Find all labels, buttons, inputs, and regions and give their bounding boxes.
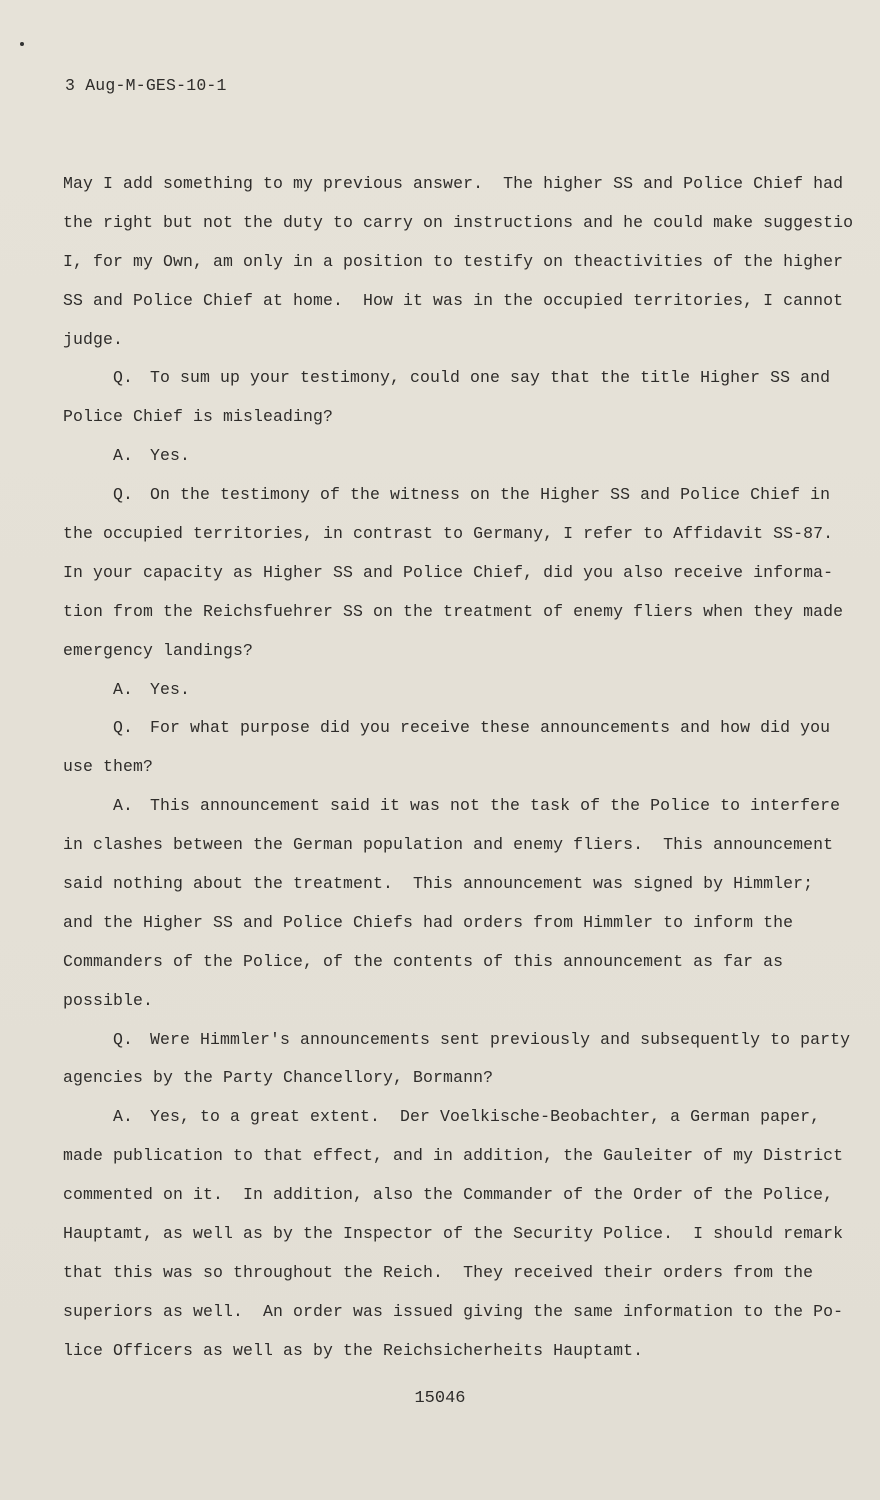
line-text: and the Higher SS and Police Chiefs had orders from Himmler to inform the bbox=[63, 912, 794, 932]
line-text: To sum up your testimony, could one say that the title Higher SS and bbox=[150, 368, 831, 388]
line-text: judge. bbox=[63, 329, 124, 349]
line-text: For what purpose did you receive these announcements and how did you bbox=[150, 718, 831, 738]
qa-label: A. bbox=[113, 796, 134, 816]
qa-label: A. bbox=[113, 679, 134, 699]
line-text: Hauptamt, as well as by the Inspector of the Security Police. I should remark bbox=[63, 1224, 844, 1244]
text-line bbox=[63, 826, 863, 865]
text-line bbox=[63, 1176, 863, 1215]
line-text: in clashes between the German population and enemy fliers. This announcement bbox=[63, 835, 834, 855]
text-line bbox=[63, 1021, 863, 1060]
text-line bbox=[63, 398, 863, 437]
text-line bbox=[63, 1098, 863, 1137]
text-line bbox=[63, 282, 863, 321]
text-line bbox=[63, 321, 863, 360]
text-line bbox=[63, 904, 863, 943]
text-line bbox=[63, 243, 863, 282]
text-line bbox=[63, 476, 863, 515]
line-text: SS and Police Chief at home. How it was in the occupied territories, I cannot bbox=[63, 290, 844, 310]
document-body bbox=[63, 165, 863, 1371]
line-text: use them? bbox=[63, 757, 154, 777]
text-line bbox=[63, 359, 863, 398]
qa-label: Q. bbox=[113, 1029, 134, 1049]
text-line bbox=[63, 1332, 863, 1371]
margin-mark bbox=[20, 42, 24, 46]
line-text: the right but not the duty to carry on instructions and he could make suggestio bbox=[63, 212, 854, 232]
line-text: made publication to that effect, and in addition, the Gauleiter of my District bbox=[63, 1146, 844, 1166]
text-line bbox=[63, 1215, 863, 1254]
text-line bbox=[63, 165, 863, 204]
line-text: emergency landings? bbox=[63, 640, 254, 660]
text-line bbox=[63, 1254, 863, 1293]
line-text: This announcement said it was not the task of the Police to interfere bbox=[150, 796, 841, 816]
document-reference: 3 Aug-M-GES-10-1 bbox=[65, 76, 227, 95]
line-text: In your capacity as Higher SS and Police Chief, did you also receive informa- bbox=[63, 562, 834, 582]
line-text: Yes, to a great extent. Der Voelkische-Beobachter, a German paper, bbox=[150, 1107, 821, 1127]
text-line bbox=[63, 671, 863, 710]
text-line bbox=[63, 593, 863, 632]
qa-label: Q. bbox=[113, 368, 134, 388]
text-line bbox=[63, 1137, 863, 1176]
page-number: 15046 bbox=[414, 1389, 466, 1408]
line-text: Yes. bbox=[150, 679, 191, 699]
text-line bbox=[63, 554, 863, 593]
line-text: Yes. bbox=[150, 446, 191, 466]
qa-label: Q. bbox=[113, 485, 134, 505]
qa-label: A. bbox=[113, 446, 134, 466]
text-line bbox=[63, 1059, 863, 1098]
line-text: the occupied territories, in contrast to Germany, I refer to Affidavit SS-87. bbox=[63, 524, 834, 544]
line-text: said nothing about the treatment. This announcement was signed by Himmler; bbox=[63, 874, 814, 894]
line-text: Were Himmler's announcements sent previously and subsequently to party bbox=[150, 1029, 851, 1049]
line-text: possible. bbox=[63, 990, 154, 1010]
line-text: superiors as well. An order was issued giving the same information to the Po- bbox=[63, 1301, 844, 1321]
qa-label: A. bbox=[113, 1107, 134, 1127]
text-line bbox=[63, 865, 863, 904]
line-text: On the testimony of the witness on the Higher SS and Police Chief in bbox=[150, 485, 831, 505]
line-text: agencies by the Party Chancellory, Bormann? bbox=[63, 1068, 494, 1088]
text-line bbox=[63, 515, 863, 554]
text-line bbox=[63, 437, 863, 476]
text-line bbox=[63, 943, 863, 982]
text-line bbox=[63, 1293, 863, 1332]
line-text: that this was so throughout the Reich. They received their orders from the bbox=[63, 1262, 814, 1282]
line-text: May I add something to my previous answer. The higher SS and Police Chief had bbox=[63, 174, 844, 193]
text-line bbox=[63, 787, 863, 826]
line-text: tion from the Reichsfuehrer SS on the treatment of enemy fliers when they made bbox=[63, 601, 844, 621]
line-text: commented on it. In addition, also the Commander of the Order of the Police, bbox=[63, 1185, 834, 1205]
line-text: Police Chief is misleading? bbox=[63, 407, 334, 427]
qa-label: Q. bbox=[113, 718, 134, 738]
text-line bbox=[63, 982, 863, 1021]
text-line bbox=[63, 748, 863, 787]
text-line bbox=[63, 632, 863, 671]
line-text: I, for my Own, am only in a position to testify on theactivities of the higher bbox=[63, 251, 844, 271]
line-text: lice Officers as well as by the Reichsicherheits Hauptamt. bbox=[63, 1340, 644, 1360]
text-line bbox=[63, 204, 863, 243]
text-line bbox=[63, 709, 863, 748]
line-text: Commanders of the Police, of the contents of this announcement as far as bbox=[63, 951, 784, 971]
